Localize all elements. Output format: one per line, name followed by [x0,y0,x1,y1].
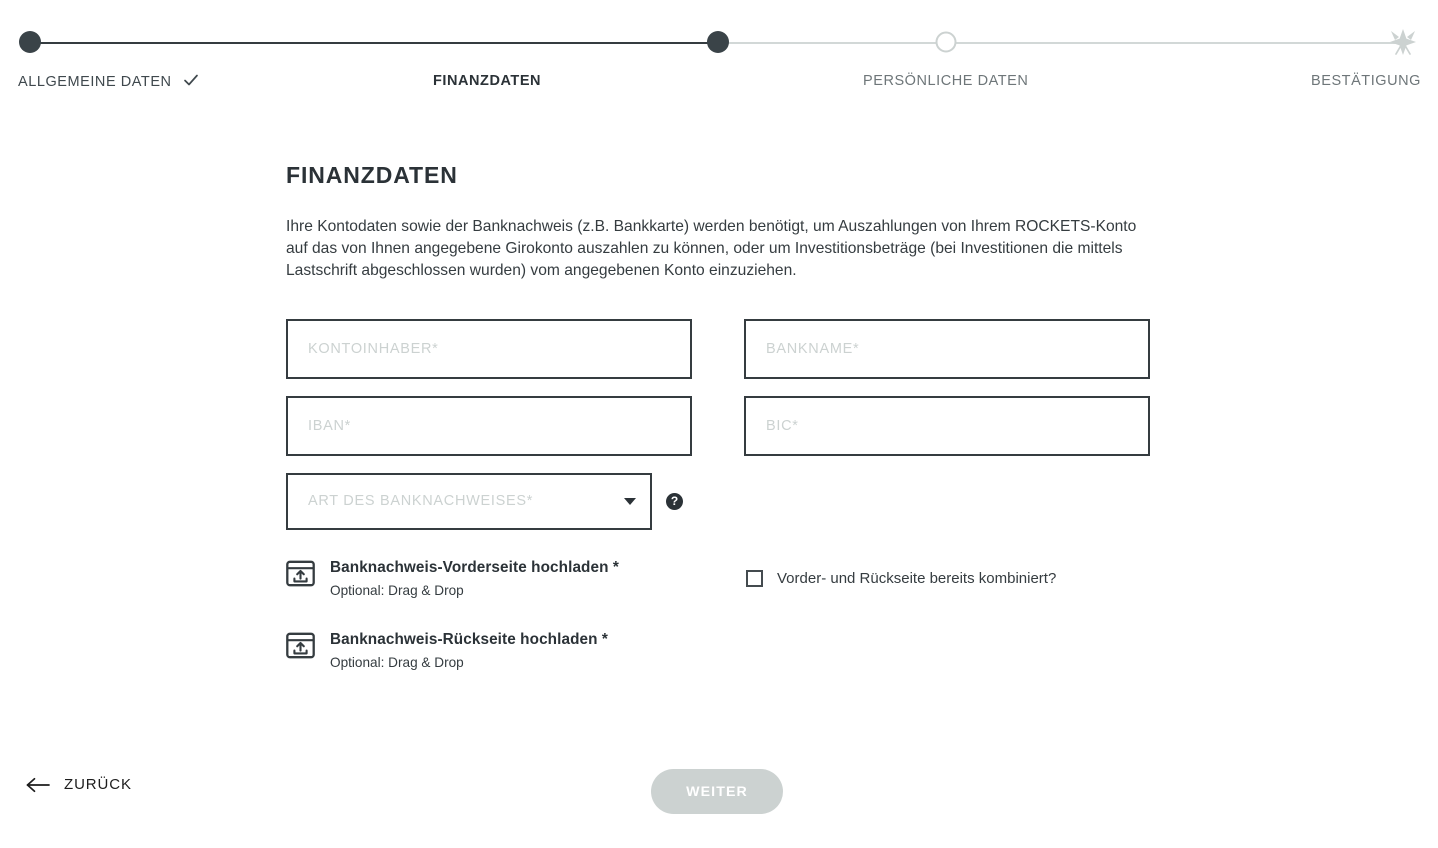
help-icon[interactable]: ? [666,493,683,510]
bic-field[interactable] [744,396,1150,456]
kombiniert-checkbox[interactable] [746,570,763,587]
progress-stepper [0,0,1438,100]
upload-window-icon [286,631,315,660]
stepper-dot-finanzdaten[interactable] [707,31,729,53]
field-row-1 [286,319,1152,379]
input-fields-group [286,319,1152,530]
stepper-track [0,0,1438,62]
stepper-line-segment-1 [30,42,718,44]
bic-placeholder: BIC* [766,417,799,434]
upload-rueckseite[interactable] [286,630,619,672]
kombiniert-checkbox-label: Vorder- und Rückseite bereits kombiniert? [777,569,1057,587]
check-icon [183,72,199,94]
upload-window-icon [286,559,315,588]
stepper-label-finanzdaten[interactable] [433,72,541,91]
stepper-dot-persoenliche-daten[interactable] [936,32,957,53]
banknachweis-typ-row [286,473,1152,530]
stepper-line-segment-3 [946,42,1396,44]
stepper-label-text: ALLGEMEINE DATEN [18,74,172,90]
field-row-2 [286,396,1152,456]
stepper-line-segment-2 [718,42,946,44]
upload-vorderseite[interactable] [286,558,619,600]
stepper-label-allgemeine-daten[interactable] [18,72,199,94]
upload-vorderseite-title: Banknachweis-Vorderseite hochladen * [330,558,619,576]
arrow-left-icon [26,777,50,793]
stepper-label-text: FINANZDATEN [433,73,542,89]
back-button[interactable] [26,776,132,793]
next-button[interactable]: WEITER [651,769,783,814]
kontoinhaber-field[interactable] [286,319,692,379]
stepper-label-text: BESTÄTIGUNG [1311,73,1421,89]
uploads-and-options [286,558,1152,678]
bankname-placeholder: BANKNAME* [766,340,860,357]
upload-vorderseite-hint: Optional: Drag & Drop [330,582,464,598]
upload-rueckseite-text [330,630,608,672]
stepper-dot-allgemeine-daten[interactable] [19,31,41,53]
kontoinhaber-placeholder: KONTOINHABER* [308,340,439,357]
bankname-input[interactable] [746,321,1148,377]
iban-placeholder: IBAN* [308,417,351,434]
upload-list [286,558,619,672]
back-button-label: ZURÜCK [64,776,132,793]
upload-rueckseite-title: Banknachweis-Rückseite hochladen * [330,630,608,648]
kombiniert-checkbox-row[interactable] [746,569,1056,589]
finanzdaten-form [286,160,1152,678]
sparkle-icon [1386,25,1420,59]
page-title: FINANZDATEN [286,162,458,188]
chevron-down-icon[interactable] [624,498,636,505]
intro-paragraph: Ihre Kontodaten sowie der Banknachweis (z.B. Bankkarte) werden benötigt, um Auszahlungen von Ihrem ROCKETS-Konto auf das von Ihnen angegebene Girokonto auszahlen zu können, oder um Investitionsbeträge (bei Investitionen die mittels Lastschrift abgeschlossen wurden) vom angegebenen Konto einzuziehen. [286,218,1137,280]
bankname-field[interactable] [744,319,1150,379]
upload-rueckseite-hint: Optional: Drag & Drop [330,654,464,670]
stepper-label-text: PERSÖNLICHE DATEN [863,73,1029,89]
iban-field[interactable] [286,396,692,456]
kontoinhaber-input[interactable] [288,321,690,377]
art-des-banknachweises-placeholder: ART DES BANKNACHWEISES* [308,493,534,510]
art-des-banknachweises-select[interactable] [286,473,652,530]
iban-input[interactable] [288,398,690,454]
upload-vorderseite-text [330,558,619,600]
stepper-label-persoenliche-daten[interactable] [863,72,1028,91]
stepper-label-bestaetigung[interactable] [1311,72,1421,91]
bic-input[interactable] [746,398,1148,454]
